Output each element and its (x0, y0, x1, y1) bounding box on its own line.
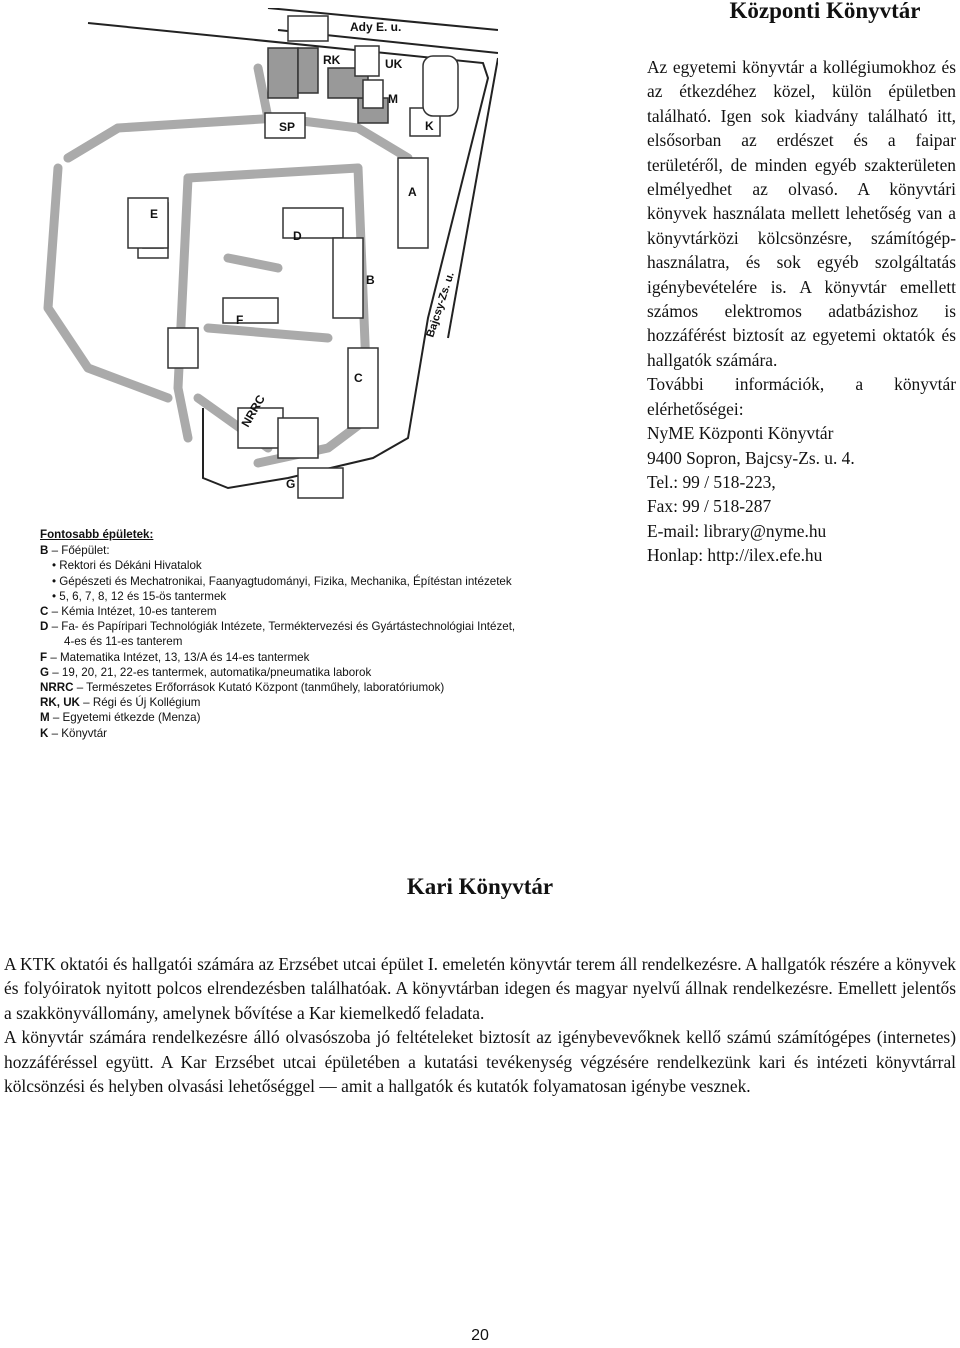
legend-key: F (40, 650, 48, 664)
map-label-g: G (286, 477, 296, 491)
contact-address: 9400 Sopron, Bajcsy-Zs. u. 4. (647, 447, 855, 468)
map-label-f: F (236, 313, 244, 327)
legend-row (40, 543, 600, 558)
legend-key: RK, UK (40, 696, 80, 710)
legend-key: C (40, 605, 49, 619)
page-number: 20 (471, 1327, 489, 1344)
section-title-kari: Kari Könyvtár (406, 874, 554, 899)
legend-text: – 19, 20, 21, 22-es tantermek, automatika/pneumatika laborok (49, 665, 372, 679)
legend-row: • Rektori és Dékáni Hivatalok (52, 559, 202, 573)
legend-text: – Könyvtár (48, 726, 108, 740)
map-label-bajcsy: Bajcsy-Zs. u. (424, 270, 457, 339)
map-legend (40, 527, 600, 741)
legend-text: – Természetes Erőforrások Kutató Központ (tanműhely, laboratóriumok) (73, 681, 445, 695)
map-label-nrrc: NRRC (238, 392, 268, 430)
contact-fax: Fax: 99 / 518-287 (647, 496, 772, 517)
map-label-uk: UK (385, 57, 403, 71)
legend-key: G (40, 665, 50, 679)
legend-row (40, 710, 600, 725)
map-label-k: K (425, 119, 434, 133)
legend-key: B (40, 544, 49, 558)
legend-row (40, 695, 600, 710)
kari-text (4, 952, 956, 1098)
legend-text: – Főépület: (48, 544, 110, 558)
legend-row (40, 726, 600, 741)
legend-row (40, 650, 600, 665)
legend-key: NRRC (40, 681, 74, 695)
legend-text: – Régi és Új Kollégium (79, 696, 201, 710)
contact-website[interactable]: Honlap: http://ilex.efe.hu (647, 545, 823, 566)
kozponti-text (647, 55, 956, 568)
legend-row (40, 604, 600, 619)
legend-row: • Gépészeti és Mechatronikai, Faanyagtudományi, Fizika, Mechanika, Építéstan intézetek (52, 574, 512, 588)
legend-key: M (40, 711, 50, 725)
contact-name: NyME Központi Könyvtár (647, 423, 834, 444)
map-label-a: A (408, 185, 417, 199)
kozponti-paragraph: Az egyetemi könyvtár a kollégiumokhoz és az étkezdéhez közel, külön épületben található. Igen sok kiadvány található itt, elsősorban az erdészet és a faipar területéről, de minden egyéb szakterületen elmélyedhet az olvasó. A könyvtári könyvek használata mellett lehetőség van a könyvtárközi kölcsönzésre, számítógép-használatra, és sok egyéb szolgáltatás igénybevételére is. A könyvtár emellett számos elektromos adatbázishoz is hozzáférést biztosít az egyetemi oktatók és hallgatók számára. (647, 57, 956, 370)
kari-paragraph-2: A könyvtár számára rendelkezésre álló olvasószoba jó feltételeket biztosít az igénybevevőknek kellő számú számítógépes (internetes) hozzáféréssel együtt. A Kar Erzsébet utcai épületében a kutatási tevékenység végzésére rendelkezünk kari és intézeti könyvtárral kölcsönzési és helyben olvasási lehetőséggel — amit a hallgatók és kutatók folyamatosan igénybe vesznek. (4, 1027, 956, 1097)
info-intro: További információk, a könyvtár elérhetőségei: (647, 374, 956, 419)
map-label-rk: RK (323, 53, 341, 67)
legend-text: – Fa- és Papíripari Technológiák Intézete, Terméktervezési és Gyártástechnológiai Intézet, (48, 620, 516, 634)
map-label-ady: Ady E. u. (350, 20, 402, 34)
map-label-sp: SP (279, 120, 296, 134)
map-label-c: C (354, 371, 363, 385)
map-label-e: E (150, 207, 159, 221)
map-label-d: D (293, 229, 302, 243)
contact-tel: Tel.: 99 / 518-223, (647, 471, 776, 492)
legend-text: – Egyetemi étkezde (Menza) (49, 711, 201, 725)
section-title-kozponti: Központi Könyvtár (729, 0, 921, 23)
legend-key: D (40, 620, 49, 634)
legend-text: – Kémia Intézet, 10-es tanterem (48, 605, 217, 619)
map-label-m: M (388, 92, 398, 106)
legend-heading: Fontosabb épületek: (40, 528, 154, 541)
legend-row: 4-es és 11-es tanterem (64, 635, 183, 649)
legend-text: – Matematika Intézet, 13, 13/A és 14-es tantermek (47, 650, 310, 664)
legend-key: K (40, 726, 49, 740)
map-label-b: B (366, 273, 375, 287)
contact-email[interactable]: E-mail: library@nyme.hu (647, 520, 827, 541)
legend-row (40, 680, 600, 695)
legend-row (40, 665, 600, 680)
legend-row (40, 619, 600, 634)
legend-row: • 5, 6, 7, 8, 12 és 15-ös tantermek (52, 589, 227, 603)
kari-paragraph-1: A KTK oktatói és hallgatói számára az Erzsébet utcai épület I. emeletén könyvtár terem áll rendelkezésre. A hallgatók részére a könyvek és folyóiratok nyitott polcos elrendezésben találhatóak. A könyvtárban idegen és magyar nyelvű állnak rendelkezésre. Emellett jelentős a szakkönyvállomány, amelynek bővítése a Kar kiemelkedő feladata. (4, 954, 956, 1023)
campus-map (28, 8, 498, 508)
